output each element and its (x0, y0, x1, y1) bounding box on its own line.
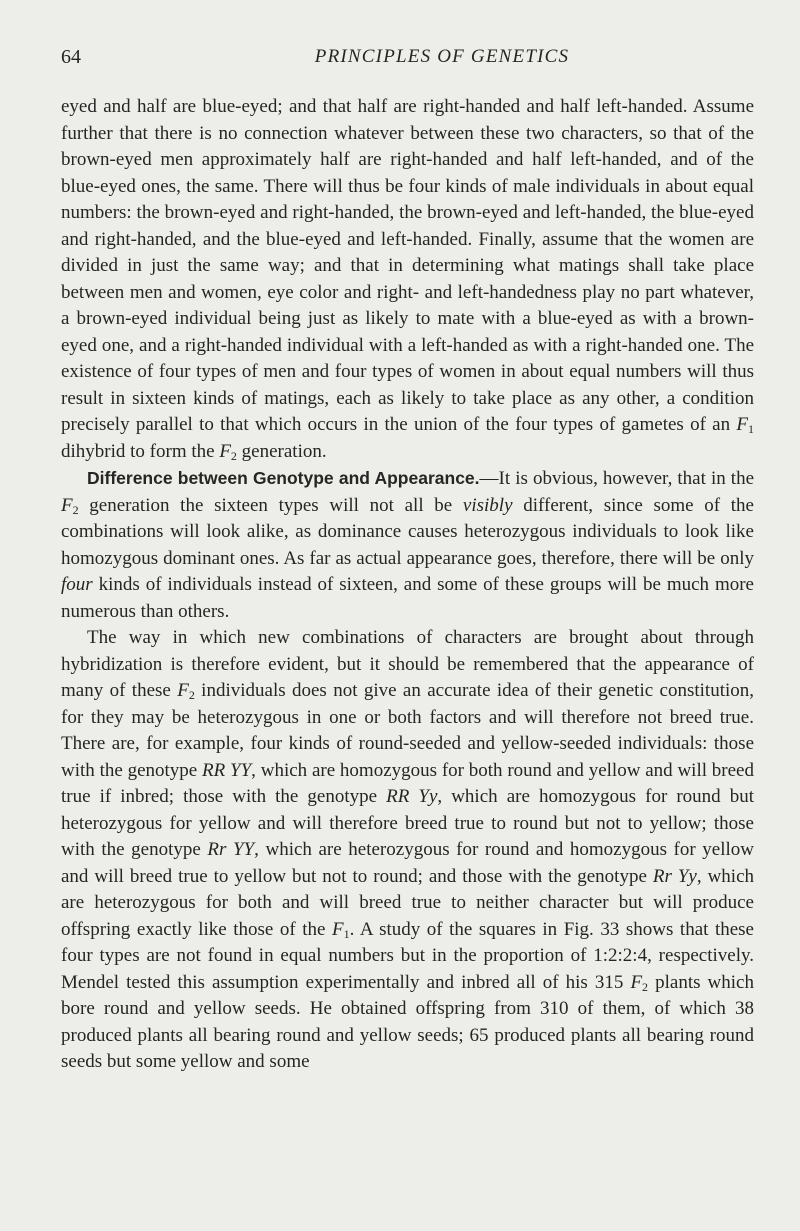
genotype: Rr Yy (652, 865, 697, 887)
paragraph-text: . A study of the squares in Fig. 33 shows that these four types are not found in equal numbers but in the proportion of 1:2:2:4, respectively. Mendel tested this assumption experimentally and inbred all of his 315 (61, 918, 754, 993)
page-header (61, 46, 761, 76)
paragraph-text: , which are homozygous for both round and yellow and will breed true if inbred; those with the genotype (61, 759, 754, 807)
emphasis: visibly (462, 494, 513, 516)
generation-subscript: 2 (230, 448, 237, 463)
generation-subscript: 2 (72, 502, 79, 517)
generation-subscript: 2 (188, 688, 195, 702)
paragraph-text: , which are homozygous for round but heterozygous for yellow and will therefore breed true to round but not to yellow; those with the genotype (61, 786, 754, 860)
generation-subscript: 1 (748, 422, 754, 436)
paragraph-genotype-appearance (61, 465, 754, 625)
generation-subscript: 2 (642, 979, 649, 994)
emphasis: four (61, 574, 93, 595)
page-body (61, 94, 754, 1076)
running-title: PRINCIPLES OF GENETICS (314, 46, 570, 67)
paragraph-text: individuals does not give an accurate idea of their genetic constitution, for they may be heterozygous in one or both factors and will therefore not breed true. There are, for example, four kinds of round-seeded and yellow-seeded individuals: those with the genotype (61, 680, 754, 781)
paragraph-text: , which are heterozygous for round and homozygous for yellow and will breed true to yellow but not to round; and those with the genotype (61, 839, 755, 887)
page-number: 64 (61, 46, 81, 68)
paragraph-text: —It is obvious, however, that in the (479, 468, 755, 489)
generation-symbol: F (332, 918, 344, 940)
paragraph-text: dihybrid to form the (61, 440, 220, 462)
paragraph-text: generation the sixteen types will not all be (78, 494, 463, 516)
generation-symbol: F (177, 680, 189, 701)
generation-symbol: F (61, 494, 73, 516)
paragraph-hybridization (61, 625, 754, 1076)
generation-symbol: F (219, 440, 231, 462)
paragraph-continued (61, 94, 754, 465)
paragraph-text: eyed and half are blue-eyed; and that half are right-handed and half left-handed. Assume further that there is no connection whatever between these two characters, so that of the brown-eyed men approximately half are right-handed and half left-handed, and of the blue-eyed ones, the same. There will thus be four kinds of male individuals in about equal numbers: the brown-eyed and right-handed, the brown-eyed and left-handed, the blue-eyed and right-handed, and the blue-eyed and left-handed. Finally, assume that the women are divided in just the same way; and that in determining what matings shall take place between men and women, eye color and right- and left-handedness play no part whatever, a brown-eyed individual being just as likely to mate with a blue-eyed as with a brown-eyed one, and a right-handed individual with a left-handed as with a right-handed one. The existence of four types of men and four types of women in about equal numbers will thus result in sixteen kinds of matings, each as likely to take place as any other, a condition precisely parallel to that which occurs in the union of the four types of gametes of an (61, 96, 754, 435)
paragraph-text: , which are heterozygous for both and will breed true to neither character but will produce offspring exactly like those of the (61, 865, 754, 940)
paragraph-text: The way in which new combinations of characters are brought about through hybridization is therefore evident, but it should be remembered that the appearance of many of these (61, 627, 754, 701)
genotype: RR YY (202, 759, 252, 781)
paragraph-text: generation. (236, 440, 327, 462)
genotype: Rr YY (207, 839, 255, 860)
genotype: RR Yy (386, 786, 438, 807)
section-heading: Difference between Genotype and Appearance. (87, 468, 480, 488)
paragraph-text: plants which bore round and yellow seeds. He obtained offspring from 310 of them, of which 38 produced plants all bearing round and yellow seeds; 65 produced plants all bearing round seeds but some yellow and some (61, 971, 754, 1072)
generation-symbol: F (630, 971, 643, 993)
paragraph-text: kinds of individuals instead of sixteen, and some of these groups will be much more numerous than others. (61, 574, 754, 622)
paragraph-text: different, since some of the combinations will look alike, as dominance causes heterozygous individuals to look like homozygous dominant ones. As far as actual appearance goes, therefore, there will be only (61, 494, 754, 569)
generation-subscript: 1 (343, 926, 350, 941)
generation-symbol: F (736, 414, 748, 435)
